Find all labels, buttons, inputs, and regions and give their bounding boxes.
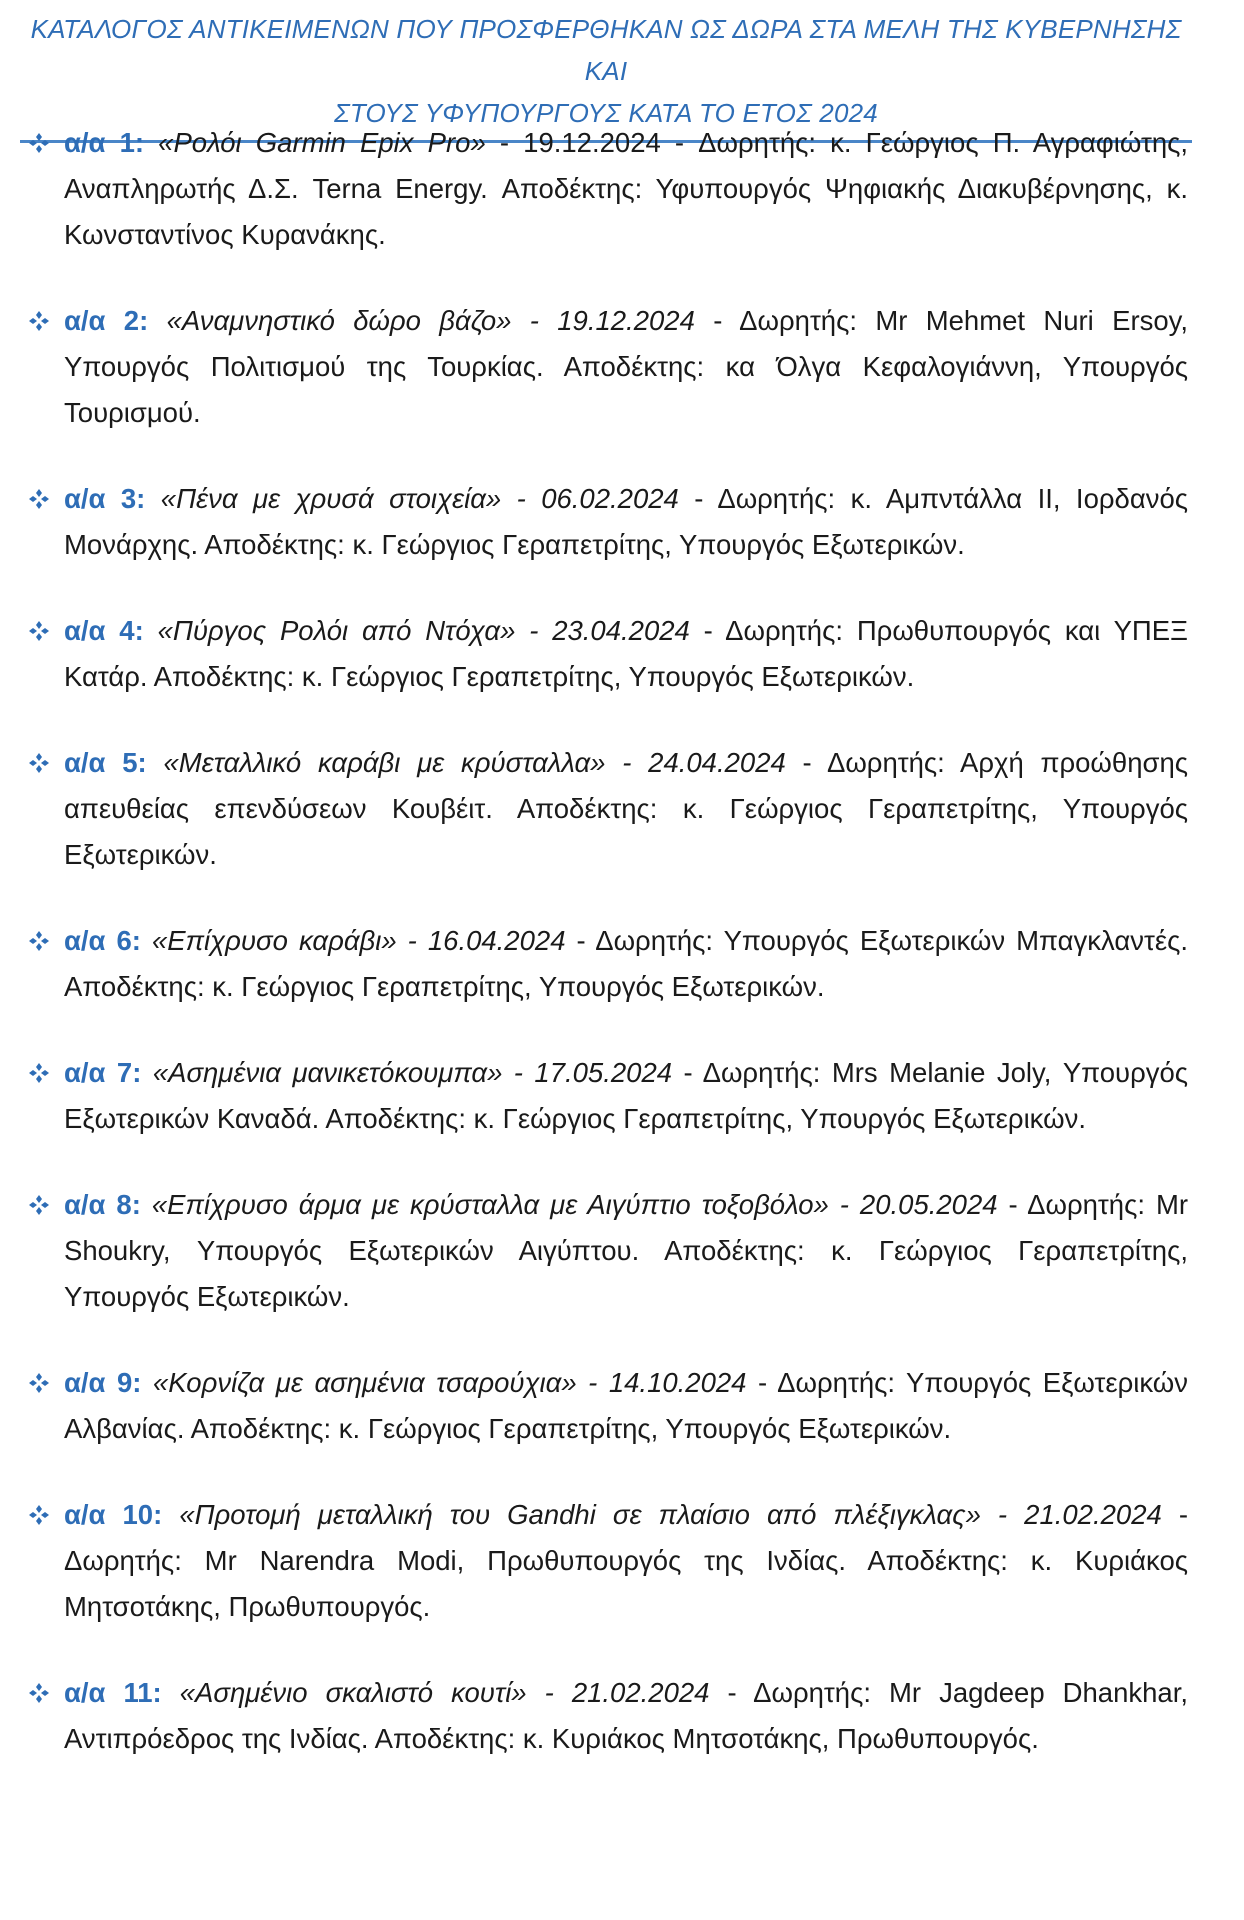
list-item — [28, 1492, 1188, 1630]
four-diamond-bullet-icon — [28, 1194, 50, 1216]
list-item — [28, 298, 1188, 436]
four-diamond-bullet-icon — [28, 1372, 50, 1394]
list-item — [28, 608, 1188, 700]
gift-details: - Δωρητής: Mr Shoukry, Υπουργός Εξωτερικών Αιγύπτου. Αποδέκτης: κ. Γεώργιος Γεραπετρίτης, Υπουργός Εξωτερικών. — [64, 1189, 1189, 1312]
item-number: α/α 7: — [64, 1057, 142, 1088]
item-number: α/α 6: — [64, 925, 141, 956]
four-diamond-bullet-icon — [28, 930, 50, 952]
item-number: α/α 9: — [64, 1367, 142, 1398]
four-diamond-bullet-icon — [28, 1682, 50, 1704]
gift-list — [28, 120, 1188, 1802]
gift-name: «Κορνίζα με ασημένια τσαρούχια» - 14.10.2024 — [152, 1367, 747, 1398]
list-item — [28, 120, 1188, 258]
list-item — [28, 1670, 1188, 1762]
gift-name: «Προτομή μεταλλική του Gandhi σε πλαίσιο από πλέξιγκλας» - 21.02.2024 — [179, 1499, 1162, 1530]
list-item — [28, 918, 1188, 1010]
item-number: α/α 4: — [64, 615, 144, 646]
item-number: α/α 3: — [64, 483, 146, 514]
gift-name: «Πύργος Ρολόι από Ντόχα» - 23.04.2024 — [157, 615, 690, 646]
gift-name: «Αναμνηστικό δώρο βάζο» - 19.12.2024 — [166, 305, 695, 336]
gift-name: «Πένα με χρυσά στοιχεία» - 06.02.2024 — [160, 483, 679, 514]
gift-name: «Ασημένιο σκαλιστό κουτί» - 21.02.2024 — [179, 1677, 710, 1708]
gift-name: «Ασημένια μανικετόκουμπα» - 17.05.2024 — [152, 1057, 673, 1088]
gift-details: - Δωρητής: Πρωθυπουργός και ΥΠΕΞ Κατάρ. Αποδέκτης: κ. Γεώργιος Γεραπετρίτης, Υπουργός Εξωτερικών. — [64, 615, 1189, 692]
list-item — [28, 1360, 1188, 1452]
gift-details: - Δωρητής: Mr Jagdeep Dhankhar, Αντιπρόεδρος της Ινδίας. Αποδέκτης: κ. Κυριάκος Μητσοτάκης, Πρωθυπουργός. — [64, 1677, 1188, 1754]
gift-details: - Δωρητής: Mr Narendra Modi, Πρωθυπουργός της Ινδίας. Αποδέκτης: κ. Κυριάκος Μητσοτάκης, Πρωθυπουργός. — [64, 1499, 1188, 1622]
gift-details: - 19.12.2024 - Δωρητής: κ. Γεώργιος Π. Αγραφιώτης, Αναπληρωτής Δ.Σ. Terna Energy. Αποδέκτης: Υφυπουργός Ψηφιακής Διακυβέρνησης, κ. Κωνσταντίνος Κυρανάκης. — [64, 127, 1189, 250]
item-number: α/α 1: — [64, 127, 145, 158]
list-item — [28, 1182, 1188, 1320]
gift-details: - Δωρητής: Αρχή προώθησης απευθείας επενδύσεων Κουβέιτ. Αποδέκτης: κ. Γεώργιος Γεραπετρίτης, Υπουργός Εξωτερικών. — [64, 747, 1189, 870]
title-line-2: ΣΤΟΥΣ ΥΦΥΠΟΥΡΓΟΥΣ ΚΑΤΑ ΤΟ ΕΤΟΣ 2024 — [334, 98, 878, 128]
item-number: α/α 2: — [64, 305, 149, 336]
four-diamond-bullet-icon — [28, 488, 50, 510]
list-item — [28, 476, 1188, 568]
gift-details: - Δωρητής: Mr Mehmet Nuri Ersoy, Υπουργός Πολιτισμού της Τουρκίας. Αποδέκτης: κα Όλγα Κεφαλογιάννη, Υπουργός Τουρισμού. — [64, 305, 1189, 428]
gift-details: - Δωρητής: κ. Αμπντάλλα ΙΙ, Ιορδανός Μονάρχης. Αποδέκτης: κ. Γεώργιος Γεραπετρίτης, Υπουργός Εξωτερικών. — [64, 483, 1189, 560]
gift-name: «Μεταλλικό καράβι με κρύσταλλα» - 24.04.2024 — [163, 747, 786, 778]
gift-details: - Δωρητής: Υπουργός Εξωτερικών Αλβανίας. Αποδέκτης: κ. Γεώργιος Γεραπετρίτης, Υπουργός Εξωτερικών. — [64, 1367, 1189, 1444]
four-diamond-bullet-icon — [28, 310, 50, 332]
four-diamond-bullet-icon — [28, 620, 50, 642]
item-number: α/α 5: — [64, 747, 147, 778]
list-item — [28, 740, 1188, 878]
gift-name: «Επίχρυσο άρμα με κρύσταλλα με Αιγύπτιο τοξοβόλο» - 20.05.2024 — [151, 1189, 998, 1220]
gift-name: «Επίχρυσο καράβι» - 16.04.2024 — [152, 925, 566, 956]
list-item — [28, 1050, 1188, 1142]
four-diamond-bullet-icon — [28, 132, 50, 154]
four-diamond-bullet-icon — [28, 1504, 50, 1526]
item-number: α/α 11: — [64, 1677, 162, 1708]
item-number: α/α 8: — [64, 1189, 141, 1220]
title-line-1: ΚΑΤΑΛΟΓΟΣ ΑΝΤΙΚΕΙΜΕΝΩΝ ΠΟΥ ΠΡΟΣΦΕΡΘΗΚΑΝ ΩΣ ΔΩΡΑ ΣΤΑ ΜΕΛΗ ΤΗΣ ΚΥΒΕΡΝΗΣΗΣ ΚΑΙ — [30, 14, 1182, 86]
gift-details: - Δωρητής: Υπουργός Εξωτερικών Μπαγκλαντές. Αποδέκτης: κ. Γεώργιος Γεραπετρίτης, Υπουργός Εξωτερικών. — [64, 925, 1189, 1002]
four-diamond-bullet-icon — [28, 1062, 50, 1084]
gift-name: «Ρολόι Garmin Epix Pro» — [158, 127, 486, 158]
item-number: α/α 10: — [64, 1499, 163, 1530]
four-diamond-bullet-icon — [28, 752, 50, 774]
gift-details: - Δωρητής: Mrs Melanie Joly, Υπουργός Εξωτερικών Καναδά. Αποδέκτης: κ. Γεώργιος Γεραπετρίτης, Υπουργός Εξωτερικών. — [64, 1057, 1189, 1134]
